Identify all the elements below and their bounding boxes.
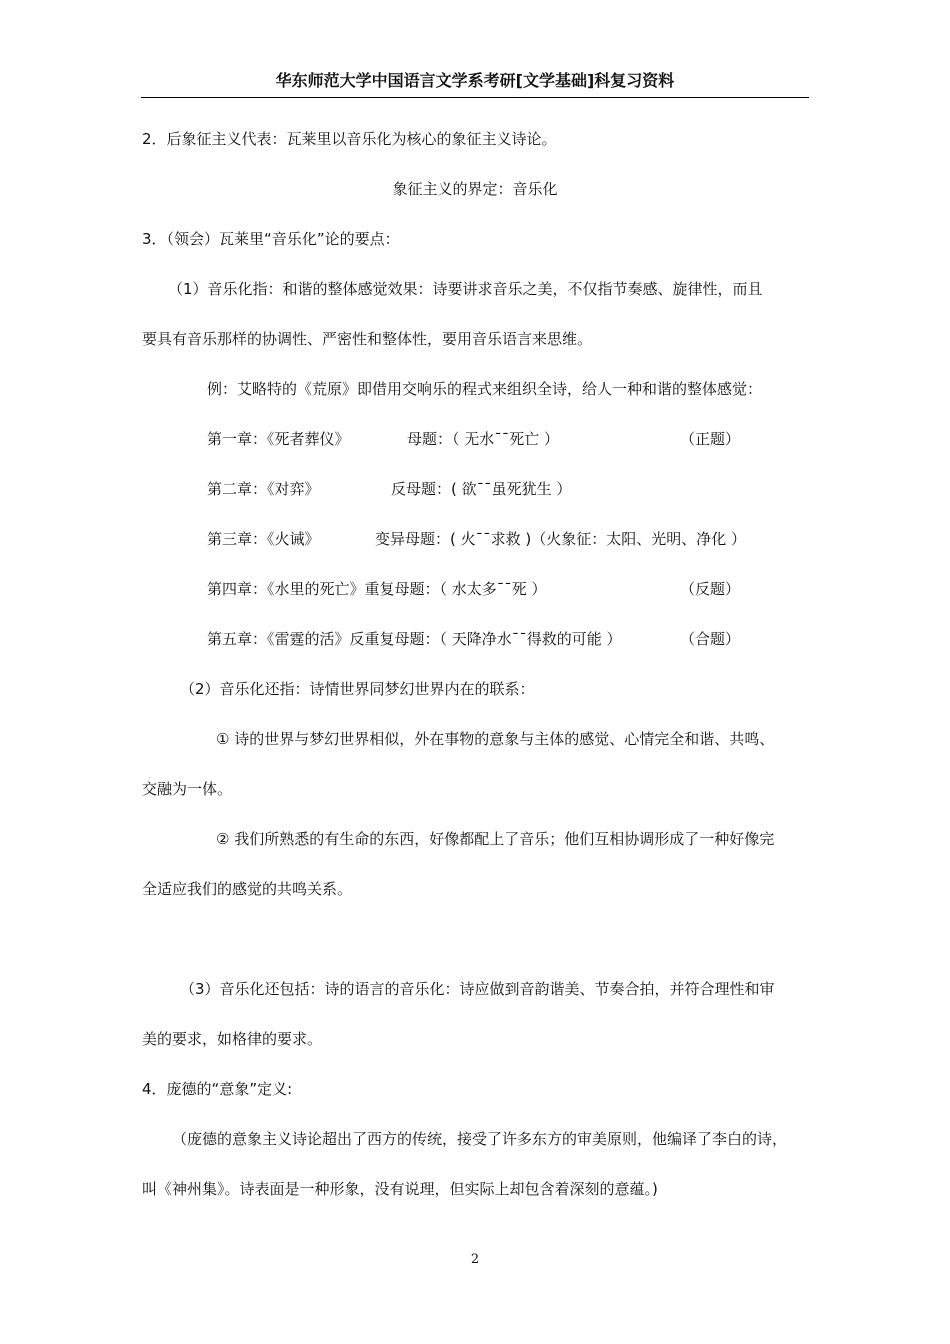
chapter-3-motif: 变异母题：( 火¯¯求救 )（火象征：太阳、光明、净化 ） bbox=[375, 530, 747, 548]
text-line-20: 交融为一体。 bbox=[142, 780, 233, 798]
text-line-23: （3）音乐化还包括：诗的语言的音乐化：诗应做到音韵谐美、节奏合拍，并符合理性和审 bbox=[180, 980, 775, 998]
chapter-3-title: 第三章：《火诫》 bbox=[207, 530, 320, 548]
text-line-25: 4．庞德的“意象”定义: bbox=[142, 1080, 293, 1098]
chapter-4-role: （反题） bbox=[680, 580, 741, 598]
text-line-22: 全适应我们的感觉的共鸣关系。 bbox=[142, 880, 353, 898]
page-number: 2 bbox=[470, 1252, 480, 1267]
text-line-18: （2）音乐化还指：诗情世界同梦幻世界内在的联系： bbox=[180, 680, 535, 698]
text-line-1: 2．后象征主义代表：瓦莱里以音乐化为核心的象征主义诗论。 bbox=[142, 130, 557, 148]
chapter-1-title: 第一章：《死者葬仪》 bbox=[207, 430, 350, 448]
text-line-24: 美的要求，如格律的要求。 bbox=[142, 1030, 323, 1048]
chapter-1-role: （正题） bbox=[680, 430, 741, 448]
chapter-2-title: 第二章：《对弈》 bbox=[207, 480, 320, 498]
text-line-19: ① 诗的世界与梦幻世界相似，外在事物的意象与主体的感觉、心情完全和谐、共鸣、 bbox=[216, 730, 775, 748]
chapter-4-line: 第四章：《水里的死亡》重复母题：（ 水太多¯¯死 ） bbox=[207, 580, 547, 598]
chapter-5-line: 第五章：《雷霆的活》反重复母题：（ 天降净水¯¯得救的可能 ） bbox=[207, 630, 622, 648]
chapter-2-motif: 反母题：( 欲¯¯虽死犹生 ） bbox=[391, 480, 572, 498]
text-line-5: 要具有音乐那样的协调性、严密性和整体性，要用音乐语言来思维。 bbox=[142, 330, 593, 348]
chapter-1-motif: 母题：（ 无水¯¯死亡 ） bbox=[407, 430, 560, 448]
chapter-5-role: （合题） bbox=[680, 630, 741, 648]
text-line-21: ② 我们所熟悉的有生命的东西，好像都配上了音乐；他们互相协调形成了一种好像完 bbox=[216, 830, 775, 848]
text-line-27: 叫《神州集》。诗表面是一种形象，没有说理，但实际上却包含着深刻的意蕴。) bbox=[142, 1180, 658, 1198]
text-line-3: 3．（领会）瓦莱里“音乐化”论的要点： bbox=[142, 230, 400, 248]
page-header-title: 华东师范大学中国语言文学系考研[文学基础]科复习资料 bbox=[275, 71, 675, 90]
text-line-4: （1）音乐化指：和谐的整体感觉效果：诗要讲求音乐之美，不仅指节奏感、旋律性，而且 bbox=[168, 280, 763, 298]
text-line-2: 象征主义的界定：音乐化 bbox=[392, 180, 558, 198]
header-divider bbox=[141, 97, 809, 98]
text-line-26: （庞德的意象主义诗论超出了西方的传统，接受了许多东方的审美原则，他编译了李白的诗， bbox=[172, 1130, 788, 1148]
text-line-6: 例：艾略特的《荒原》即借用交响乐的程式来组织全诗，给人一种和谐的整体感觉： bbox=[207, 380, 763, 398]
